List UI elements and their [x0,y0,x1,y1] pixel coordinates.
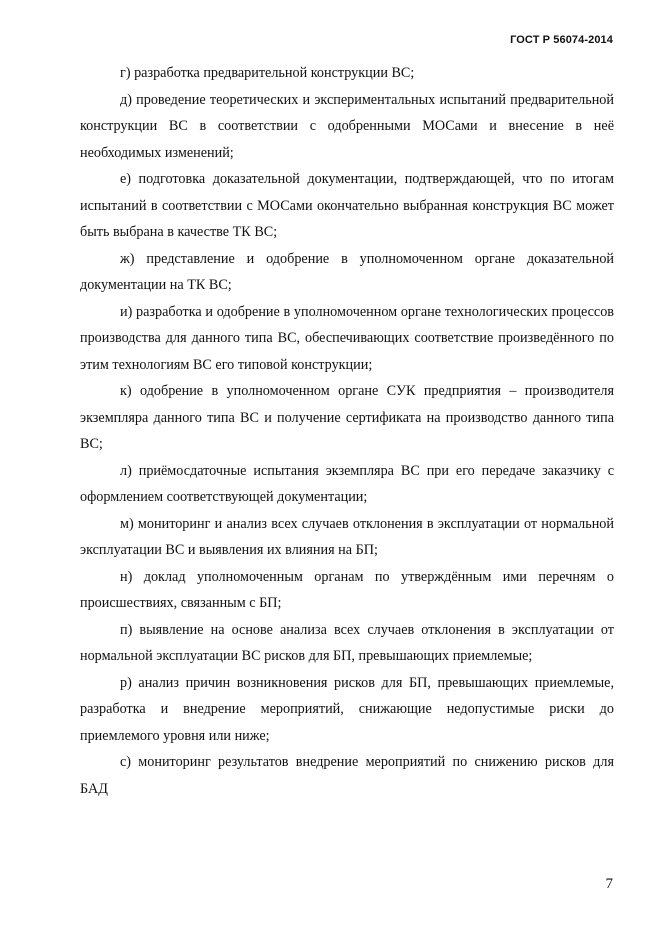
list-item-m: м) мониторинг и анализ всех случаев отклонения в эксплуатации от нормальной эксплуатации ВС и выявления их влияния на БП; [80,515,614,558]
list-item-k: к) одобрение в уполномоченном органе СУК предприятия – производителя экземпляра данного типа ВС и получение сертификата на производство данного типа ВС; [80,383,614,452]
document-code: ГОСТ Р 56074-2014 [510,34,613,46]
list-item-g: г) разработка предварительной конструкции ВС; [120,65,415,81]
document-body [80,60,614,802]
list-item-i: и) разработка и одобрение в уполномоченном органе технологических процессов производства для данного типа ВС, обеспечивающих соответствие произведённого по этим технологиям ВС его типовой конструкции; [80,303,614,373]
list-item-r: р) анализ причин возникновения рисков для БП, превышающих приемлемые, разработка и внедрение мероприятий, снижающие недопустимые риски до приемлемого уровня или ниже; [80,674,614,744]
list-item-p: п) выявление на основе анализа всех случаев отклонения в эксплуатации от нормальной эксплуатации ВС рисков для БП, превышающих приемлемые; [80,621,614,664]
list-item-e: е) подготовка доказательной документации, подтверждающей, что по итогам испытаний в соответствии с МОСами окончательно выбранная конструкция ВС может быть выбрана в качестве ТК ВС; [80,171,614,240]
list-item-zh: ж) представление и одобрение в уполномоченном органе доказательной документации на ТК ВС; [80,250,614,293]
page-number: 7 [605,876,613,892]
list-item-d: д) проведение теоретических и экспериментальных испытаний предварительной конструкции ВС в соответствии с одобренными МОСами и внесение в неё необходимых изменений; [80,91,614,161]
list-item-n: н) доклад уполномоченным органам по утверждённым ими перечням о происшествиях, связанным с БП; [80,568,614,611]
list-item-s: с) мониторинг результатов внедрение мероприятий по снижению рисков для БАД [80,754,614,797]
list-item-l: л) приёмосдаточные испытания экземпляра ВС при его передаче заказчику с оформлением соответствующей документации; [80,462,614,505]
